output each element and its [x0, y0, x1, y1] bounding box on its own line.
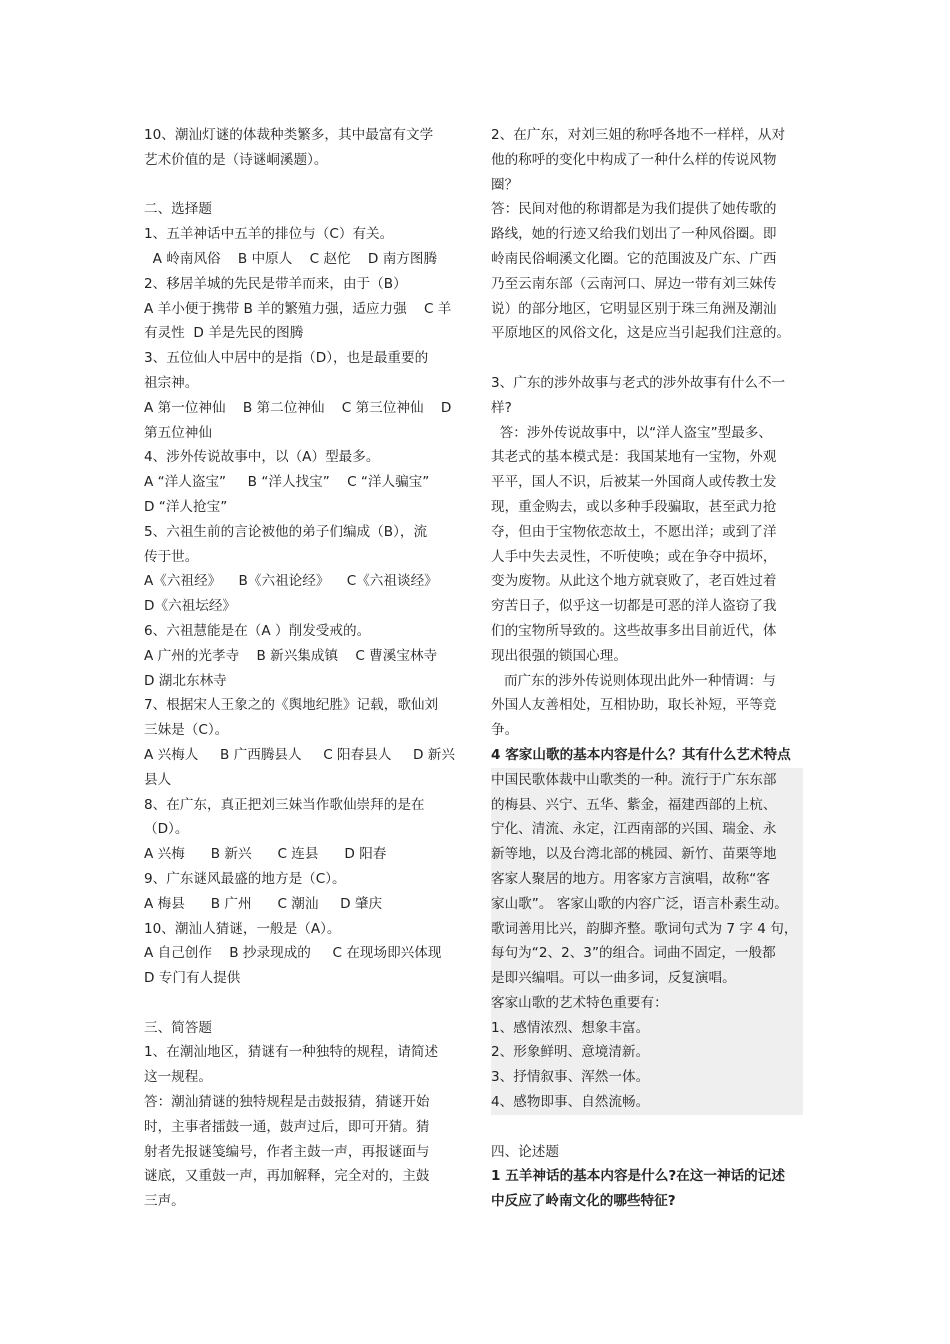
- right-text-line: 样?: [491, 399, 512, 416]
- left-text-line: A 第一位神仙 B 第二位神仙 C 第三位神仙 D: [144, 399, 452, 416]
- left-text-line: 1、五羊神话中五羊的排位与（C）有关。: [144, 226, 394, 243]
- right-text-line: 岭南民俗峒溪文化圈。它的范围波及广东、广西: [491, 250, 777, 267]
- right-text-line: 3、抒情叙事、浑然一体。: [491, 1065, 803, 1090]
- right-text-line: 路线，她的行迹又给我们划出了一种风俗圈。即: [491, 226, 777, 243]
- right-text-line: 4、感物即事、自然流畅。: [491, 1090, 803, 1115]
- blank-line: [491, 1115, 809, 1140]
- left-text-line: 射者先报谜笺编号，作者主鼓一声，再报谜面与: [144, 1143, 430, 1160]
- left-text-line: 3、五位仙人中居中的是指（D），也是最重要的: [144, 350, 429, 367]
- left-text-line: 艺术价值的是（诗谜峒溪题）。: [144, 151, 328, 168]
- right-text-line: 中反应了岭南文化的哪些特征?: [491, 1193, 676, 1210]
- blank-line: [144, 173, 466, 198]
- left-text-line: 6、六祖慧能是在（A ）削发受戒的。: [144, 622, 371, 639]
- left-text-line: 7、根据宋人王象之的《舆地纪胜》记载，歌仙刘: [144, 697, 439, 714]
- left-text-line: D 专门有人提供: [144, 970, 241, 987]
- left-text-line: 2、移居羊城的先民是带羊而来，由于（B）: [144, 275, 407, 292]
- left-text-line: A 广州的光孝寺 B 新兴集成镇 C 曹溪宝林寺: [144, 647, 438, 664]
- left-text-line: 10、潮汕灯谜的体裁种类繁多，其中最富有文学: [144, 127, 434, 143]
- right-text-line: 其老式的基本模式是：我国某地有一宝物，外观: [491, 449, 777, 466]
- left-column: [144, 123, 466, 1214]
- blank-line: [144, 991, 466, 1016]
- left-text-line: A 羊小便于携带 B 羊的繁殖力强，适应力强 C 羊: [144, 300, 452, 317]
- right-text-line: 的梅县、兴宁、五华、紫金，福建西部的上杭、: [491, 793, 803, 818]
- left-text-line: 谜底，又重鼓一声，再加解释，完全对的，主鼓: [144, 1168, 430, 1185]
- right-text-line: 变为废物。从此这个地方就衰败了，老百姓过着: [491, 573, 777, 590]
- left-text-line: 答：潮汕猜谜的独特规程是击鼓报猜，猜谜开始: [144, 1094, 430, 1111]
- right-text-line: 家山歌”。 客家山歌的内容广泛，语言朴素生动。: [491, 892, 803, 917]
- left-text-line: 时，主事者擂鼓一通，鼓声过后，即可开猜。猜: [144, 1118, 430, 1135]
- right-text-line: 答：涉外传说故事中，以“洋人盗宝”型最多、: [491, 424, 773, 441]
- left-text-line: A 兴梅 B 新兴 C 连县 D 阳春: [144, 846, 387, 863]
- left-text-line: 二、选择题: [144, 201, 212, 218]
- right-text-line: 夺，但由于宝物依恋故土，不愿出洋；或到了洋: [491, 523, 777, 540]
- right-text-line: 2、在广东，对刘三姐的称呼各地不一样样，从对: [491, 127, 786, 143]
- right-text-line: 新等地，以及台湾北部的桃园、新竹、苗栗等地: [491, 842, 803, 867]
- left-text-line: 三、简答题: [144, 1019, 212, 1036]
- left-text-line: A 梅县 B 广州 C 潮汕 D 肇庆: [144, 895, 383, 912]
- right-text-line: 答：民间对他的称谓都是为我们提供了她传歌的: [491, 201, 777, 218]
- right-text-line: 穷苦日子，似乎这一切都是可恶的洋人盗窃了我: [491, 598, 777, 615]
- left-text-line: 第五位神仙: [144, 424, 212, 441]
- left-text-line: A 自己创作 B 抄录现成的 C 在现场即兴体现: [144, 945, 442, 962]
- right-text-line: 客家山歌的艺术特色重要有：: [491, 991, 803, 1016]
- left-text-line: 有灵性 D 羊是先民的图腾: [144, 325, 304, 342]
- right-text-line: 客家人聚居的地方。用客家方言演唱，故称“客: [491, 867, 803, 892]
- right-text-line: 4 客家山歌的基本内容是什么？其有什么艺术特点: [491, 746, 791, 763]
- right-text-line: 而广东的涉外传说则体现出此外一种情调：与: [491, 672, 776, 689]
- left-text-line: 8、在广东，真正把刘三妹当作歌仙崇拜的是在: [144, 796, 425, 813]
- left-text-line: 三声。: [144, 1193, 185, 1210]
- right-text-line: 现，重金购去，或以多种手段骗取，甚至武力抢: [491, 498, 777, 515]
- left-text-line: 9、广东谜风最盛的地方是（C）。: [144, 870, 346, 887]
- right-text-line: 说）的部分地区，它明显区别于珠三角洲及潮汕: [491, 300, 777, 317]
- right-text-line: 四、论述题: [491, 1143, 559, 1160]
- right-text-line: 中国民歌体裁中山歌类的一种。流行于广东东部: [491, 768, 803, 793]
- right-column: [491, 123, 809, 1214]
- left-text-line: A 岭南风俗 B 中原人 C 赵佗 D 南方图腾: [144, 250, 438, 267]
- left-text-line: A “洋人盗宝” B “洋人找宝” C “洋人骗宝”: [144, 474, 430, 491]
- right-text-line: 歌词善用比兴，韵脚齐整。歌词句式为 7 字 4 句，: [491, 917, 803, 942]
- left-text-line: D “洋人抢宝”: [144, 498, 228, 515]
- right-text-line: 他的称呼的变化中构成了一种什么样的传说风物: [491, 151, 777, 168]
- right-text-line: 1 五羊神话的基本内容是什么?在这一神话的记述: [491, 1168, 785, 1185]
- right-text-line: 人手中失去灵性，不听使唤；或在争夺中损坏，: [491, 548, 777, 565]
- left-text-line: 4、涉外传说故事中，以（A）型最多。: [144, 449, 380, 466]
- right-text-line: 乃至云南东部（云南河口、屏边一带有刘三妹传: [491, 275, 777, 292]
- right-text-line: 宁化、清流、永定，江西南部的兴国、瑞金、永: [491, 817, 803, 842]
- left-text-line: D《六祖坛经》: [144, 598, 237, 615]
- right-text-line: 争。: [491, 722, 519, 739]
- right-text-line: 现出很强的锁国心理。: [491, 647, 627, 664]
- left-text-line: D 湖北东林寺: [144, 672, 227, 689]
- right-text-line: 外国人友善相处，互相协助，取长补短，平等竞: [491, 697, 777, 714]
- right-text-line: 们的宝物所导致的。这些故事多出目前近代，体: [491, 622, 777, 639]
- right-text-line: 2、形象鲜明、意境清新。: [491, 1040, 803, 1065]
- right-text-line: 是即兴编唱。可以一曲多词，反复演唱。: [491, 966, 803, 991]
- left-text-line: 1、在潮汕地区，猜谜有一种独特的规程，请简述: [144, 1044, 439, 1061]
- right-text-line: 圈？: [491, 176, 519, 193]
- right-text-line: 平原地区的风俗文化，这是应当引起我们注意的。: [491, 325, 791, 342]
- left-text-line: 这一规程。: [144, 1069, 212, 1086]
- left-text-line: 祖宗神。: [144, 374, 199, 391]
- right-text-line: 1、感情浓烈、想象丰富。: [491, 1016, 803, 1041]
- left-text-line: A《六祖经》 B《六祖论经》 C《六祖谈经》: [144, 573, 438, 590]
- right-text-line: 3、广东的涉外故事与老式的涉外故事有什么不一: [491, 374, 786, 391]
- left-text-line: 传于世。: [144, 548, 199, 565]
- right-text-line: 平平，国人不识，后被某一外国商人或传教士发: [491, 474, 777, 491]
- left-text-line: A 兴梅人 B 广西腾县人 C 阳春县人 D 新兴: [144, 746, 455, 763]
- left-text-line: 三妹是（C）。: [144, 722, 229, 739]
- blank-line: [491, 346, 809, 371]
- right-text-line: 每句为“2、2、3”的组合。词曲不固定，一般都: [491, 941, 803, 966]
- left-text-line: 10、潮汕人猜谜，一般是（A）。: [144, 920, 341, 937]
- left-text-line: 5、六祖生前的言论被他的弟子们编成（B），流: [144, 523, 428, 540]
- left-text-line: 县人: [144, 771, 172, 788]
- left-text-line: （D）。: [144, 821, 189, 838]
